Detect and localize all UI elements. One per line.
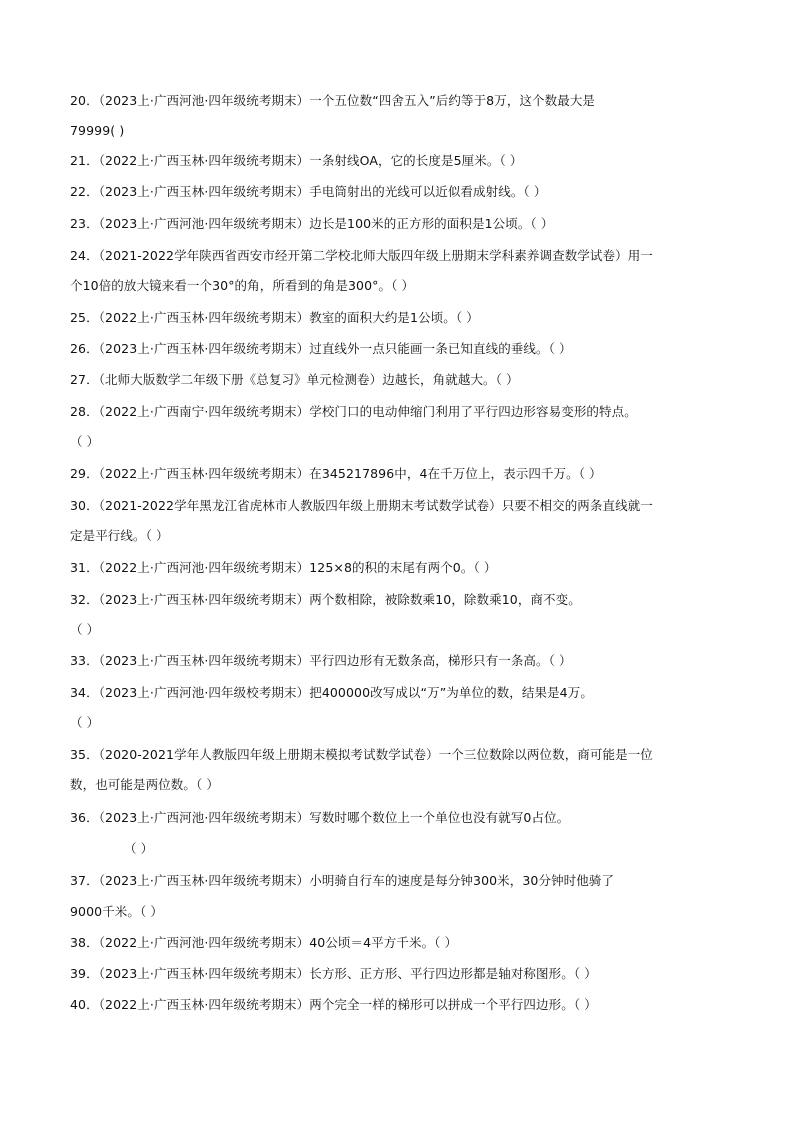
question-line: 37．（2023上·广西玉林·四年级统考期末）小明骑自行车的速度是每分钟300米，30分钟时他骑了 [70,873,615,888]
question-line: 24．（2021-2022学年陕西省西安市经开第二学校北师大版四年级上册期末学科素养调查数学试卷）用一 [70,248,653,263]
question-line: 33．（2023上·广西玉林·四年级统考期末）平行四边形有无数条高，梯形只有一条高。（ ） [70,653,572,668]
question-line: 32．（2023上·广西玉林·四年级统考期末）两个数相除，被除数乘10，除数乘10，商不变。 [70,592,581,607]
question-line-continued: 79999( ) [70,123,125,138]
question-line: 28．（2022上·广西南宁·四年级统考期末）学校门口的电动伸缩门利用了平行四边形容易变形的特点。 [70,404,637,419]
question-line: 23．（2023上·广西河池·四年级统考期末）边长是100米的正方形的面积是1公顷。（ ） [70,216,554,231]
question-line: 30．（2021-2022学年黑龙江省虎林市人教版四年级上册期末考试数学试卷）只要不相交的两条直线就一 [70,498,653,513]
question-line-continued: 数，也可能是两位数。（ ） [70,777,220,792]
question-line: 22．（2023上·广西玉林·四年级统考期末）手电筒射出的光线可以近似看成射线。（ ） [70,184,547,199]
question-line: 21．（2022上·广西玉林·四年级统考期末）一条射线OA，它的长度是5厘米。（ ） [70,153,523,168]
question-line: 31．（2022上·广西河池·四年级统考期末）125×8的积的末尾有两个0。（ ） [70,560,497,575]
question-line-continued: （ ） [70,622,100,637]
question-line: 26．（2023上·广西玉林·四年级统考期末）过直线外一点只能画一条已知直线的垂线。（ ） [70,341,572,356]
question-line-continued: （ ） [70,434,100,449]
question-line: 34．（2023上·广西河池·四年级校考期末）把400000改写成以“万”为单位的数，结果是4万。 [70,685,593,700]
question-line-continued: 个10倍的放大镜来看一个30°的角，所看到的角是300°。（ ） [70,278,415,293]
question-line-continued: 定是平行线。（ ） [70,528,169,543]
question-line: 35．（2020-2021学年人教版四年级上册期末模拟考试数学试卷）一个三位数除以两位数，商可能是一位 [70,747,653,762]
question-line: 40．（2022上·广西玉林·四年级统考期末）两个完全一样的梯形可以拼成一个平行四边形。（ ） [70,997,597,1012]
question-line-continued: 9000千米。（ ） [70,904,164,919]
question-line: 39．（2023上·广西玉林·四年级统考期末）长方形、正方形、平行四边形都是轴对称图形。（ ） [70,966,597,981]
question-line-continued: （ ） [70,715,100,730]
question-line: 20．（2023上·广西河池·四年级统考期末）一个五位数“四舍五入”后约等于8万，这个数最大是 [70,93,596,108]
question-line: 29．（2022上·广西玉林·四年级统考期末）在345217896中，4在千万位上，表示四千万。（ ） [70,466,602,481]
question-line: 25．（2022上·广西玉林·四年级统考期末）教室的面积大约是1公顷。（ ） [70,310,479,325]
question-line: 36．（2023上·广西河池·四年级统考期末）写数时哪个数位上一个单位也没有就写0占位。 [70,810,570,825]
question-line-continued: （ ） [124,841,154,856]
question-line: 27．（北师大版数学二年级下册《总复习》单元检测卷）边越长，角就越大。（ ） [70,372,519,387]
question-line: 38．（2022上·广西河池·四年级统考期末）40公顷＝4平方千米。（ ） [70,935,458,950]
